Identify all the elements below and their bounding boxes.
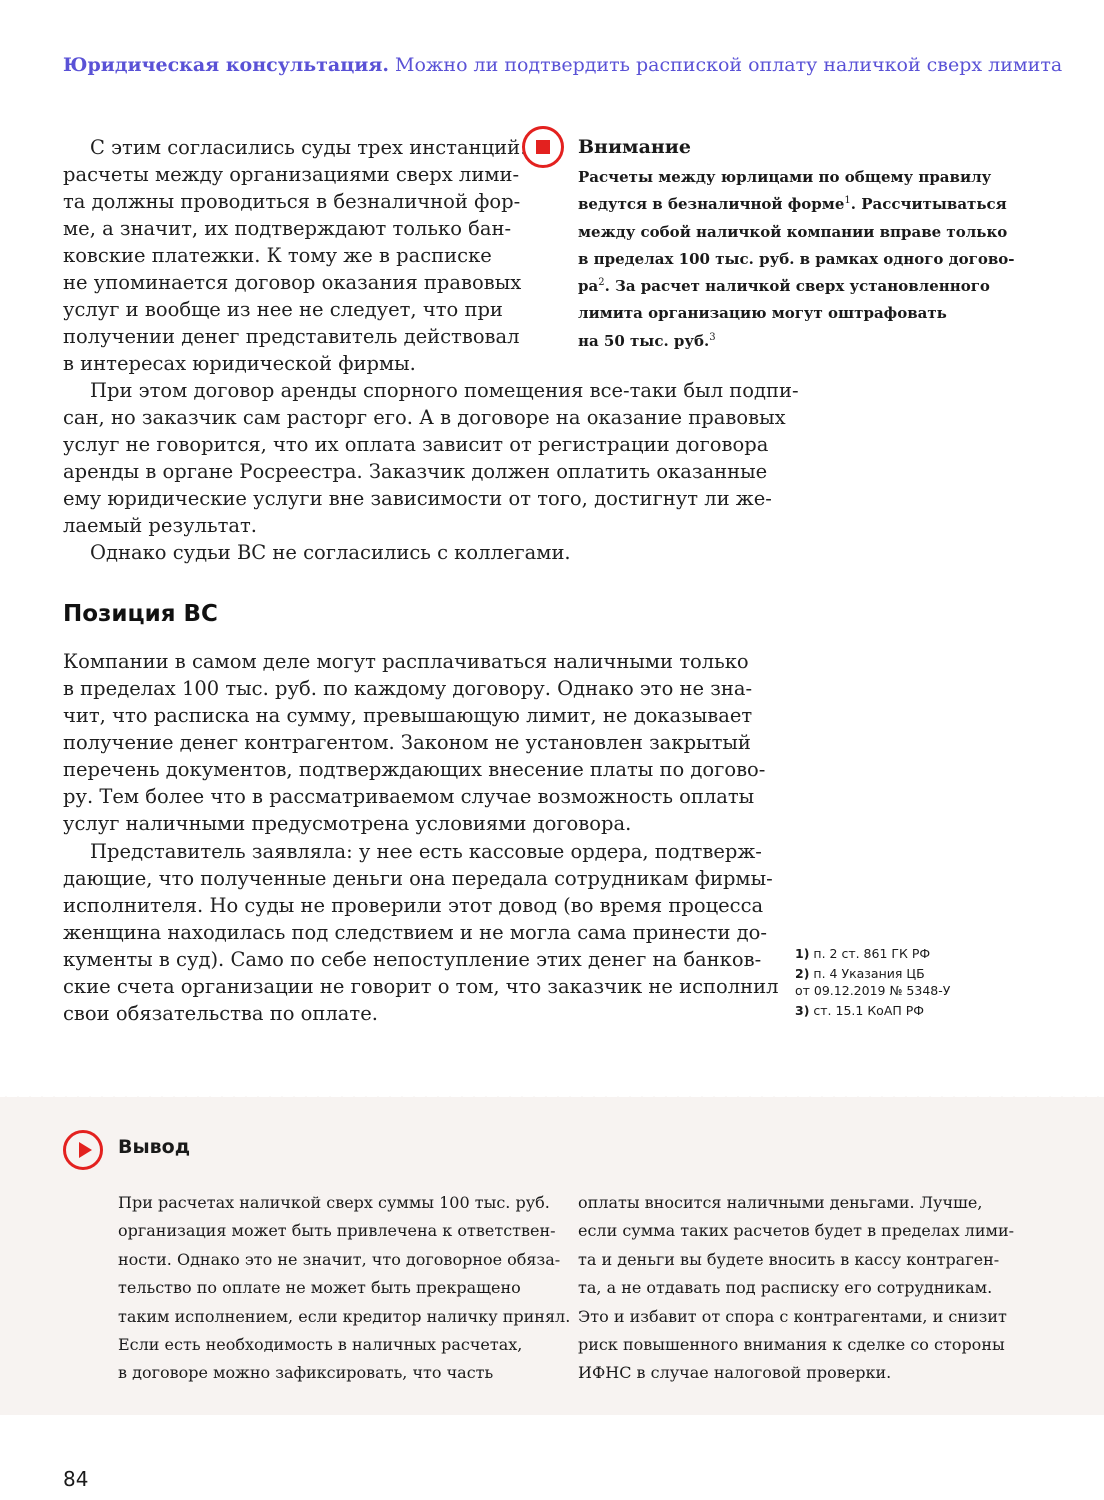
paragraph [63,648,766,837]
text-line: При этом договор аренды спорного помещения все-таки был подпи- [90,379,799,402]
text-line: дающие, что полученные деньги она передала сотрудникам фирмы- [63,867,773,890]
header-title: Можно ли подтвердить распиской оплату наличкой сверх лимита [395,54,1063,76]
footnote: 2) п. 4 Указания ЦБ от 09.12.2019 № 5348-У [795,966,951,998]
attention-title: Внимание [578,136,691,158]
attention-line: Расчеты между юрлицами по общему правилу [578,168,992,186]
text-line: получение денег контрагентом. Законом не установлен закрытый [63,731,751,754]
attention-line: на 50 тыс. руб.$^3$ [578,331,716,350]
text-line: услуг не говорится, что их оплата зависит от регистрации договора [63,433,769,456]
text-line: ме, а значит, их подтверждают только бан- [63,217,512,240]
attention-body [578,164,1015,355]
conclusion-title: Вывод [118,1136,191,1158]
page-number: 84 [63,1467,89,1491]
text-line: Представитель заявляла: у нее есть кассовые ордера, подтверж- [90,840,762,863]
attention-line: лимита организацию могут оштрафовать [578,304,947,323]
intro-paragraph [63,134,527,377]
play-triangle-icon [63,1130,103,1170]
text-line: оплаты вносится наличными деньгами. Лучше, [578,1193,983,1212]
text-line: услуг наличными предусмотрена условиями договора. [63,812,632,835]
text-line: ИФНС в случае налоговой проверки. [578,1363,892,1383]
text-line: в интересах юридической фирмы. [63,352,416,375]
text-line: ности. Однако это не значит, что договорное обяза- [118,1249,561,1269]
text-line: расчеты между организациями сверх лими- [63,163,520,186]
footnote-ref: 2 [598,277,605,289]
text-line: Однако судьи ВС не согласились с коллегами. [90,541,571,564]
text-line: в договоре можно зафиксировать, что часть [118,1363,494,1383]
attention-line: между собой наличкой компании вправе только [578,222,1008,241]
conclusion-right-column [578,1189,1028,1388]
paragraph [63,539,743,566]
text-line: тельство по оплате не может быть прекращено [118,1278,521,1298]
footnotes [795,945,950,1019]
text-line: С этим согласились суды трех инстанций: [90,136,527,159]
text-line: не упоминается договор оказания правовых [63,271,522,294]
running-header [63,54,1063,76]
text-line: таким исполнением, если кредитор наличку принял. [118,1306,571,1326]
text-line: свои обязательства по оплате. [63,1002,378,1025]
text-line: в пределах 100 тыс. руб. по каждому договору. Однако это не зна- [63,677,753,700]
text-line: получении денег представитель действовал [63,325,520,348]
text-line: аренды в органе Росреестра. Заказчик должен оплатить оказанные [63,460,768,483]
text-line: ские счета организации не говорит о том, что заказчик не исполнил [63,975,779,998]
attention-line: ведутся в безналичной форме$^1$. Рассчитываться [578,195,1007,214]
text-line: услуг и вообще из нее не следует, что при [63,298,503,321]
paragraph [63,838,779,1027]
text-line: сан, но заказчик сам расторг его. А в договоре на оказание правовых [63,406,786,429]
footnote: 1) п. 2 ст. 861 ГК РФ [795,946,931,961]
conclusion-left-column [118,1189,571,1388]
text-line: та должны проводиться в безналичной фор- [63,190,521,213]
attention-line: $ра^2$. За расчет наличкой сверх установленного [578,277,990,296]
text-line: Если есть необходимость в наличных расчетах, [118,1334,523,1354]
zigzag-divider [0,1093,1104,1101]
text-line: ему юридические услуги вне зависимости от того, достигнут ли же- [63,487,772,510]
text-line: та и деньги вы будете вносить в кассу контраген- [578,1249,1000,1269]
text-line: перечень документов, подтверждающих внесение платы по догово- [63,758,766,781]
text-line: чит, что расписка на сумму, превышающую лимит, не доказывает [63,704,753,727]
text-line: лаемый результат. [63,514,257,537]
header-category: Юридическая консультация. [63,54,390,76]
attention-line: в пределах 100 тыс. руб. в рамках одного догово- [578,249,1015,268]
text-line: если сумма таких расчетов будет в пределах лими- [578,1221,1015,1241]
section-heading: Позиция ВС [63,601,218,627]
text-line: Это и избавит от спора с контрагентами, и снизит [578,1306,1007,1326]
text-line: риск повышенного внимания к сделке со стороны [578,1334,1005,1354]
text-line: женщина находилась под следствием и не могла сама принести до- [63,921,767,944]
text-line: организация может быть привлечена к ответствен- [118,1221,556,1241]
footnote: 3) ст. 15.1 КоАП РФ [795,1003,925,1018]
text-line: ру. Тем более что в рассматриваемом случае возможность оплаты [63,785,755,808]
text-line: та, а не отдавать под расписку его сотрудникам. [578,1278,993,1298]
stop-square-icon [522,126,564,168]
text-line: При расчетах наличкой сверх суммы 100 тыс. руб. [118,1193,550,1212]
text-line: кументы в суд). Само по себе непоступление этих денег на банков- [63,948,762,971]
text-line: ковские платежки. К тому же в расписке [63,244,492,267]
footnote-ref: 1 [844,195,851,207]
paragraph [63,377,799,539]
footnote-ref: 3 [709,331,716,343]
text-line: Компании в самом деле могут расплачиваться наличными только [63,650,749,673]
text-line: исполнителя. Но суды не проверили этот довод (во время процесса [63,894,764,917]
